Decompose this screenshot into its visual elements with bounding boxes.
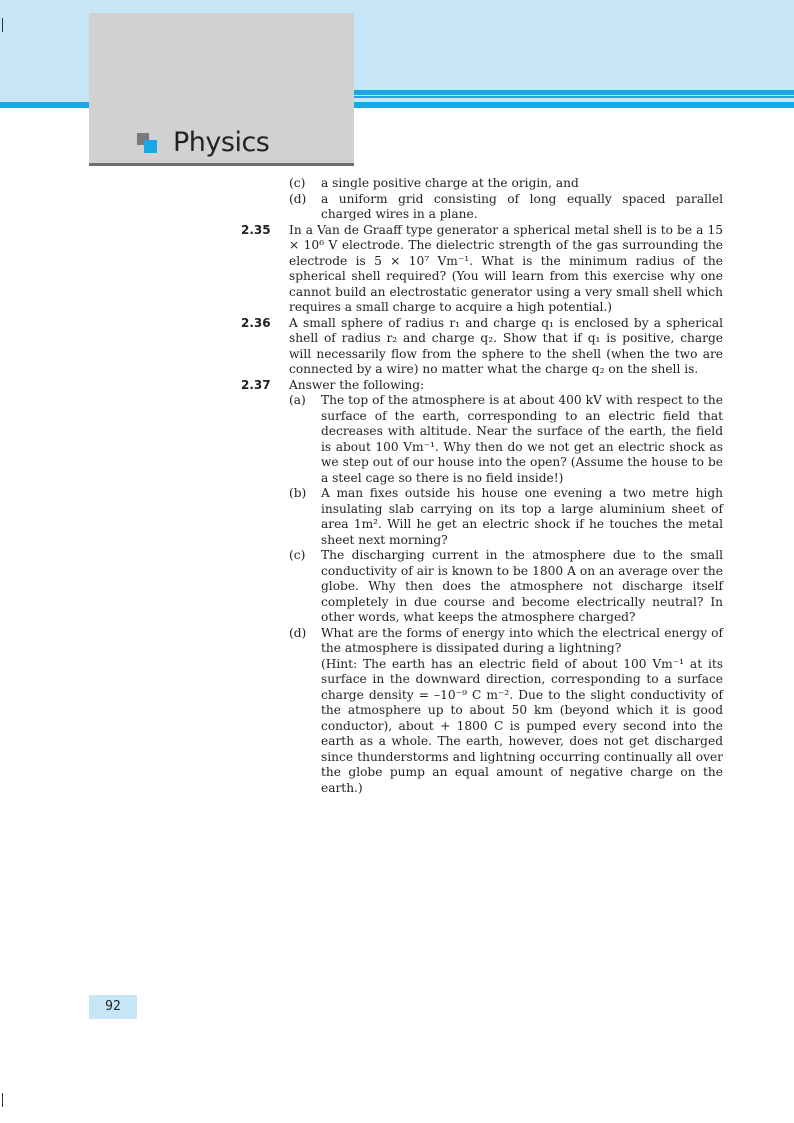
crop-mark bbox=[2, 18, 3, 32]
header-stripe-thin bbox=[354, 96, 794, 98]
crop-mark bbox=[2, 1093, 3, 1107]
part-label: (c) bbox=[289, 176, 306, 190]
part-label: (c) bbox=[289, 548, 306, 562]
part-text: What are the forms of energy into which the electrical energy of the atmosphere is dissipated during a lightning? bbox=[321, 625, 723, 655]
question-part bbox=[289, 192, 723, 223]
chapter-title: Physics bbox=[173, 127, 270, 158]
hint-text: (Hint: The earth has an electric field of about 100 Vm⁻¹ at its surface in the downward direction, corresponding to a surface charge density = –10⁻⁹ C m⁻². Due to the slight conductivity of the atmosphere up to about 50 km (beyond which it is good conductor), about + 1800 C is pumped every second into the earth as a whole. The earth, however, does not get discharged since thunderstorms and lightning occurring continually all over the globe pump an equal amount of negative charge on the earth.) bbox=[321, 656, 723, 795]
part-text: The discharging current in the atmosphere due to the small conductivity of air is known to be 1800 A on an average over the globe. Why then does the atmosphere not discharge itself completely in due course and become electrically neutral? In other words, what keeps the atmosphere charged? bbox=[321, 548, 723, 624]
header-stripe-thin bbox=[354, 90, 794, 95]
question-part bbox=[289, 393, 723, 486]
question-number: 2.35 bbox=[241, 222, 271, 237]
question-text: A small sphere of radius r₁ and charge q₁ is enclosed by a spherical shell of radius r₂ and charge q₂. Show that if q₁ is positive, charge will necessarily flow from the sphere to the shell (when the two are connected by a wire) no matter what the charge q₂ on the shell is. bbox=[289, 315, 723, 376]
question-2-36 bbox=[241, 316, 723, 378]
question-part bbox=[289, 626, 723, 797]
question-2-35 bbox=[241, 223, 723, 316]
part-text: A man fixes outside his house one evening a two metre high insulating slab carrying on its top a large aluminium sheet of area 1m². Will he get an electric shock if he touches the metal sheet next morning? bbox=[321, 486, 723, 547]
question-2-37 bbox=[241, 378, 723, 797]
question-text: Answer the following: bbox=[289, 377, 425, 392]
question-part bbox=[289, 176, 723, 192]
part-text: The top of the atmosphere is at about 400 kV with respect to the surface of the earth, corresponding to an electric field that decreases with altitude. Near the surface of the earth, the field is about 100 Vm⁻¹. Why then do we not get an electric shock as we step out of our house into the open? (Assume the house to be a steel cage so there is no field inside!) bbox=[321, 393, 723, 485]
part-label: (b) bbox=[289, 486, 307, 500]
part-label: (d) bbox=[289, 191, 307, 206]
part-label: (d) bbox=[289, 625, 307, 640]
part-text: a single positive charge at the origin, and bbox=[321, 176, 579, 190]
overlapping-squares-icon bbox=[137, 133, 159, 155]
chapter-title-rule bbox=[89, 163, 354, 166]
question-number: 2.37 bbox=[241, 377, 271, 392]
question-part bbox=[289, 486, 723, 548]
part-label: (a) bbox=[289, 393, 306, 407]
page-number: 92 bbox=[89, 995, 137, 1019]
question-list bbox=[241, 176, 723, 796]
question-number: 2.36 bbox=[241, 315, 271, 330]
question-part bbox=[289, 548, 723, 626]
part-text: a uniform grid consisting of long equally spaced parallel charged wires in a plane. bbox=[321, 191, 723, 221]
question-text: In a Van de Graaff type generator a spherical metal shell is to be a 15 × 10⁶ V electrode. The dielectric strength of the gas surrounding the electrode is 5 × 10⁷ Vm⁻¹. What is the minimum radius of the spherical shell required? (You will learn from this exercise why one cannot build an electrostatic generator using a very small shell which requires a small charge to acquire a high potential.) bbox=[289, 222, 723, 314]
